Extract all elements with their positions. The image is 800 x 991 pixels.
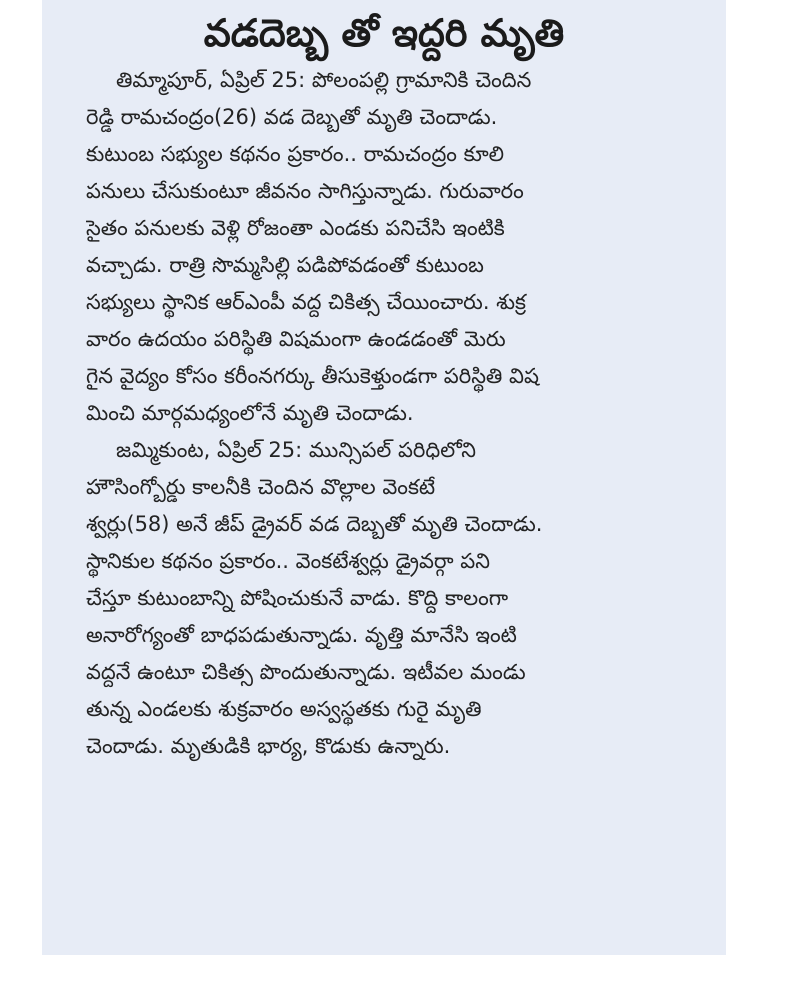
text-line: శ్వర్లు(58) అనే జీప్ డ్రైవర్ వడ దెబ్బతో మృతి చెందాడు. [86,512,543,536]
text-line: వద్దనే ఉంటూ చికిత్స పొందుతున్నాడు. ఇటీవల మండు [86,660,526,684]
text-line: రెడ్డి రామచంద్రం(26) వడ దెబ్బతో మృతి చెందాడు. [86,105,498,129]
text-line: హౌసింగ్బోర్డు కాలనీకి చెందిన వొల్లాల వెంకటే [86,475,436,499]
text-line: కుటుంబ సభ్యుల కథనం ప్రకారం.. రామచంద్రం కూలి [86,142,504,166]
text-line: తిమ్మాపూర్, ఏప్రిల్ 25: పోలంపల్లి గ్రామానికి చెందిన [116,68,532,92]
text-line: సభ్యులు స్థానిక ఆర్ఎంపీ వద్ద చికిత్స చేయించారు. శుక్ర [86,290,526,314]
text-line: చేస్తూ కుటుంబాన్ని పోషించుకునే వాడు. కొద్ది కాలంగా [86,586,509,610]
text-line: సైతం పనులకు వెళ్లి రోజంతా ఎండకు పనిచేసి ఇంటికి [86,216,505,240]
newspaper-clipping [42,0,726,955]
article-paragraph-1 [86,62,726,432]
text-line: తున్న ఎండలకు శుక్రవారం అస్వస్థతకు గురై మృతి [86,697,482,721]
text-line: పనులు చేసుకుంటూ జీవనం సాగిస్తున్నాడు. గురువారం [86,179,524,203]
text-line: గైన వైద్యం కోసం కరీంనగర్కు తీసుకెళ్తుండగా పరిస్థితి విష [86,364,539,388]
text-line: వచ్చాడు. రాత్రి సొమ్మసిల్లి పడిపోవడంతో కుటుంబ [86,253,484,277]
article-body [86,62,726,765]
text-line: వారం ఉదయం పరిస్థితి విషమంగా ఉండడంతో మెరు [86,327,506,351]
text-line: మించి మార్గమధ్యంలోనే మృతి చెందాడు. [86,401,414,425]
text-line: స్థానికుల కథనం ప్రకారం.. వెంకటేశ్వర్లు డ్రైవర్గా పని [86,549,490,573]
text-line: చెందాడు. మృతుడికి భార్య, కొడుకు ఉన్నారు. [86,734,451,758]
article-headline: వడదెబ్బ తో ఇద్దరి మృతి [203,11,565,55]
text-line: జమ్మికుంట, ఏప్రిల్ 25: మున్సిపల్ పరిధిలోని [116,438,477,462]
text-line: అనారోగ్యంతో బాధపడుతున్నాడు. వృత్తి మానేసి ఇంటి [86,623,517,647]
article-paragraph-2 [86,432,726,765]
